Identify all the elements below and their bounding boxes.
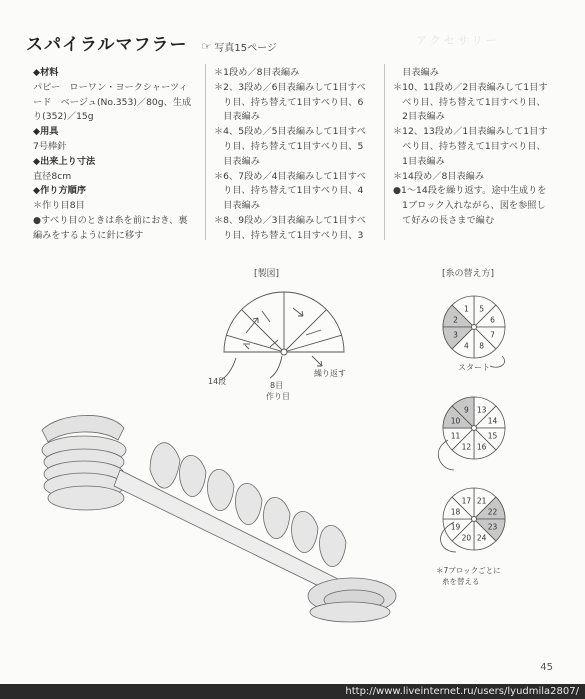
instruction-line: り目、持ち替えて1目すべり目、4	[214, 185, 364, 197]
instruction-line: べり目、持ち替えて1目すべり目、	[393, 96, 546, 108]
instruction-line: 目表編み	[393, 67, 439, 78]
instruction-line: 1ブロック入れながら、図を参照し	[393, 200, 546, 212]
photo-reference-text: 写真15ページ	[214, 43, 277, 54]
segment-label: 11	[450, 431, 461, 441]
segment-label: 16	[476, 442, 487, 452]
knitting-chart	[220, 292, 344, 380]
segment-label: 14	[487, 416, 498, 426]
segment-label: 10	[450, 416, 461, 426]
segment-label: 21	[476, 496, 487, 506]
instruction-line: ＊12、13段め／1目表編みして1目す	[393, 126, 548, 138]
instruction-line: べり目、持ち替えて1目すべり目、	[393, 140, 546, 152]
instruction-line: ＊2、3段め／6目表編みして1目すべ	[214, 81, 366, 93]
instruction-line: ＊8、9段め／3目表編みして1目すべ	[214, 214, 366, 226]
segment-label: 7	[490, 330, 495, 340]
instruction-line: ＊1段め／8目表編み	[214, 67, 300, 78]
instruction-line: て好みの長さまで編む	[393, 214, 495, 226]
segment-label: 22	[487, 507, 498, 517]
text-line: 直径8cm	[33, 170, 72, 182]
segment-label: 12	[461, 442, 472, 452]
page-number: 45	[540, 662, 553, 673]
text-line: ●すべり目のときは糸を前におき、裏	[33, 214, 188, 226]
text-line: ＊作り目8目	[33, 200, 85, 212]
label-repeat: 繰り返す	[314, 369, 346, 378]
text-line: 7号棒針	[33, 140, 67, 152]
faint-heading: アクセサリー	[416, 34, 500, 47]
label-start: スタート	[458, 363, 490, 372]
segment-label: 24	[476, 533, 487, 543]
label-14-rows: 14段	[208, 377, 227, 386]
note-line-1: ＊7ブロックごとに	[436, 566, 501, 575]
instruction-line: り目、持ち替えて1目すべり目、6	[214, 96, 364, 108]
pointing-hand-icon: ☞	[201, 40, 212, 53]
label-cast-on: 作り目	[266, 392, 290, 401]
instruction-line: り目、持ち替えて1目すべり目、5	[214, 140, 364, 152]
segment-label: 17	[461, 496, 472, 506]
segment-label: 23	[487, 522, 498, 532]
segment-label: 2	[453, 315, 458, 325]
segment-label: 19	[450, 522, 461, 532]
label-8-stitches: 8目	[270, 381, 284, 390]
circle-hub	[472, 426, 477, 431]
text-line: パピー ローワン・ヨークシャーツィ	[33, 81, 188, 93]
section-heading: ◆用具	[33, 126, 59, 138]
segment-label: 8	[479, 341, 485, 351]
note-line-2: 糸を替える	[442, 577, 480, 586]
instruction-line: 目表編み	[214, 155, 260, 167]
instruction-line: ●1～14段を繰り返す。途中生成りを	[393, 185, 547, 197]
segment-label: 5	[479, 304, 485, 314]
segment-label: 15	[487, 431, 498, 441]
instruction-line: 2目表編み	[393, 111, 445, 123]
segment-label: 1	[463, 304, 469, 314]
text-line: ード ベージュ(No.353)／80g、生成	[33, 96, 192, 108]
start-arrow	[490, 356, 505, 367]
segment-label: 18	[450, 507, 461, 517]
segment-label: 9	[463, 405, 469, 415]
page-title: スパイラルマフラー	[26, 35, 188, 55]
instruction-line: ＊10、11段め／2目表編みして1目す	[393, 81, 548, 93]
diagram-title: [製図]	[254, 269, 280, 279]
text-line: り(352)／15g	[33, 111, 94, 123]
circle-hub	[472, 325, 477, 330]
segment-label: 3	[453, 330, 458, 340]
spiral-scarf-illustration	[42, 415, 396, 622]
instruction-line: 目表編み	[214, 200, 260, 212]
circle-hub	[472, 517, 477, 522]
segment-label: 4	[463, 341, 469, 351]
text-line: 編みをするように針に移す	[33, 229, 144, 241]
section-heading: ◆出来上り寸法	[33, 155, 96, 167]
segment-label: 13	[476, 405, 487, 415]
segment-label: 20	[461, 533, 472, 543]
section-heading: ◆作り方順序	[33, 185, 87, 197]
yarn-change-title: [糸の替え方]	[442, 269, 495, 279]
section-heading: ◆材料	[33, 67, 59, 78]
instruction-line: 目表編み	[214, 111, 260, 123]
yarn-change-circles	[443, 296, 505, 550]
instruction-line: 1目表編み	[393, 155, 445, 167]
instruction-line: ＊14段め／8目表編み	[393, 170, 485, 182]
segment-label: 6	[490, 315, 495, 325]
instruction-line: ＊6、7段め／4目表編みして1目すべ	[214, 170, 366, 182]
instruction-line: ＊4、5段め／5目表編みして1目すべ	[214, 126, 366, 138]
instruction-line: り目、持ち替えて1目すべり目、3	[214, 229, 364, 241]
watermark-url: http://www.liveinternet.ru/users/lyudmila2807/	[0, 684, 585, 699]
